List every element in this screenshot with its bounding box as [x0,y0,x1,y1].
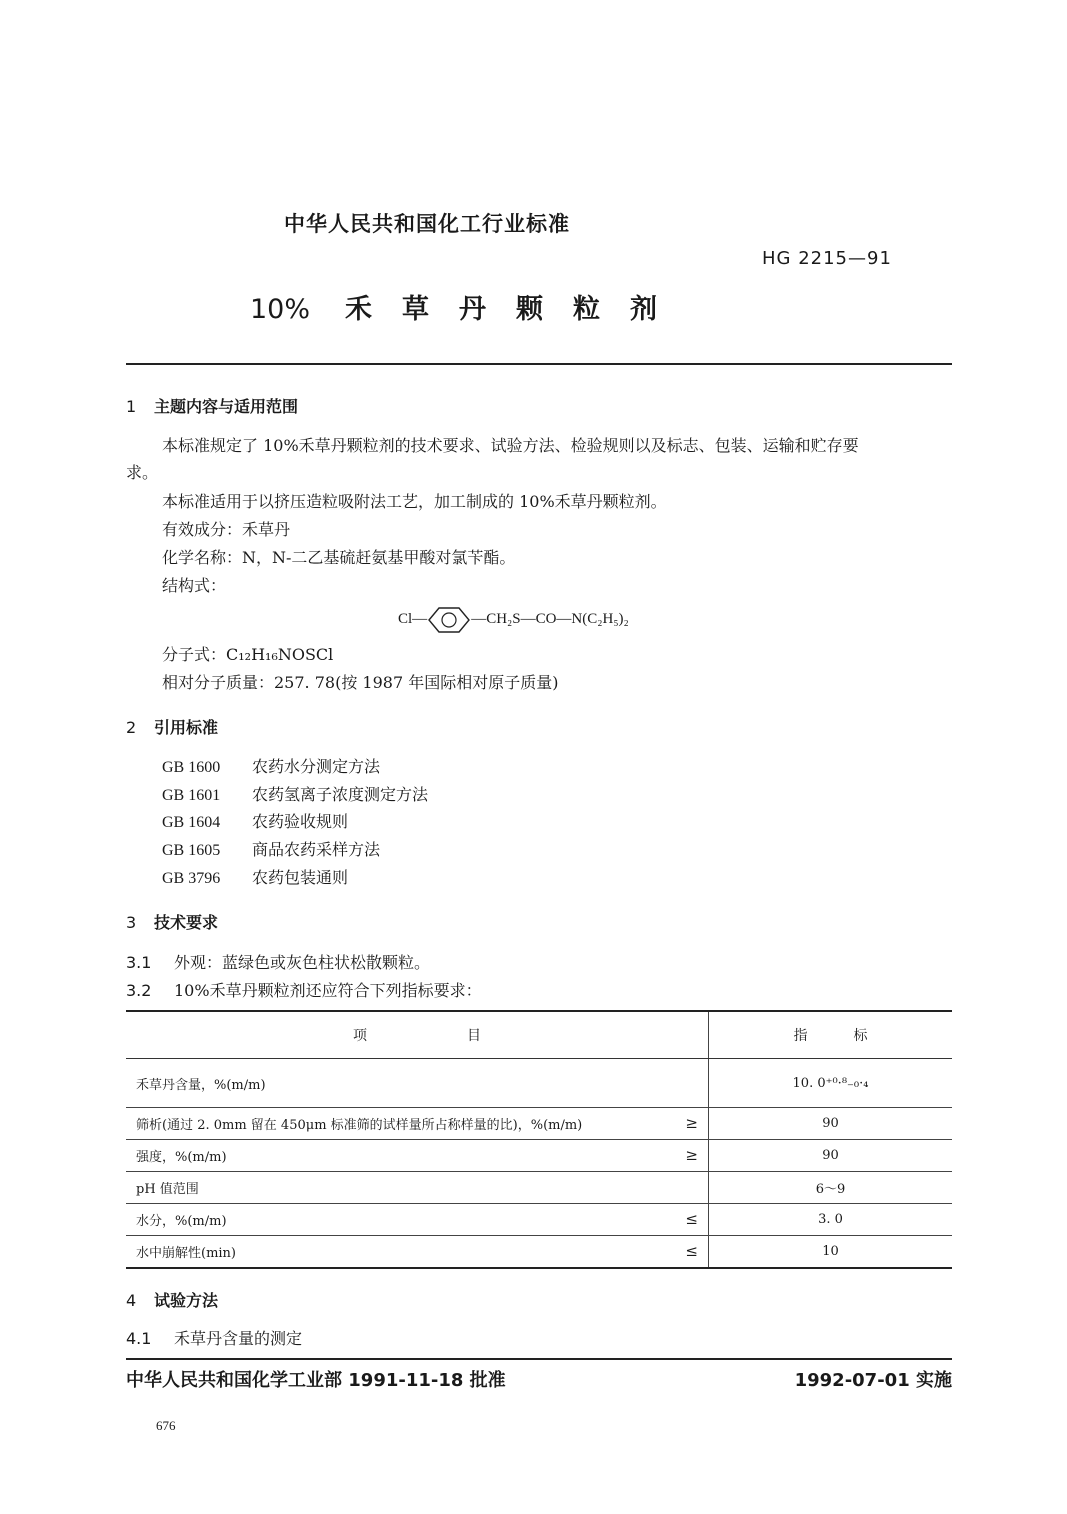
table-row [126,1059,952,1108]
row-item [126,1172,709,1204]
row-item-text: 禾草丹含量，%(m/m) [136,1077,266,1093]
row-relation: ≥ [685,1146,698,1164]
section-2-heading [126,715,218,738]
title-percent: 10% [250,294,311,325]
row-value: 3. 0 [709,1204,953,1236]
section-title: 引用标准 [154,718,219,737]
clause-4-1 [126,1329,302,1349]
scope-paragraph-line2: 求。 [126,463,159,482]
reference-name: 农药包装通则 [252,868,349,887]
title-char: 粒 [573,294,600,325]
row-value: 10. 0⁺⁰·⁸₋₀·₄ [709,1059,953,1108]
reference-item [162,812,348,833]
clause-number: 3.2 [126,981,152,1000]
row-item [126,1108,709,1140]
clause-3-1 [126,953,430,973]
row-item-text: pH 值范围 [136,1182,199,1197]
section-number: 1 [126,397,137,416]
footer-divider [126,1358,952,1360]
section-4-heading [126,1288,218,1311]
reference-code: GB 1600 [162,759,221,776]
row-item-text: 水中崩解性(min) [136,1246,237,1261]
clause-text: 外观：蓝绿色或灰色柱状松散颗粒。 [174,953,431,972]
document-title [250,287,672,326]
row-value: 6～9 [709,1172,953,1204]
header-item-char: 目 [467,1028,481,1044]
approval-line: 中华人民共和国化学工业部 1991-11-18 批准 [126,1370,506,1391]
clause-text: 10%禾草丹颗粒剂还应符合下列指标要求： [174,981,482,1000]
reference-item [162,868,348,889]
table-row [126,1204,952,1236]
table-row [126,1108,952,1140]
row-item-text: 筛析(通过 2. 0mm 留在 450μm 标准筛的试样量所占称样量的比)，%(m/m) [136,1118,583,1133]
reference-code: GB 1604 [162,814,221,831]
title-char: 禾 [345,294,372,325]
row-item [126,1059,709,1108]
title-char: 颗 [516,294,543,325]
clause-number: 3.1 [126,953,152,972]
row-value: 90 [709,1140,953,1172]
row-item [126,1140,709,1172]
structure-label: 结构式： [162,576,227,595]
row-relation: ≤ [685,1242,698,1260]
section-number: 4 [126,1291,137,1310]
formula-chlorine: Cl— [398,611,428,627]
row-value: 90 [709,1108,953,1140]
specification-table [126,1010,952,1269]
table-row [126,1140,952,1172]
reference-name: 商品农药采样方法 [252,840,381,859]
row-item-text: 水分，%(m/m) [136,1214,227,1229]
row-item [126,1236,709,1269]
benzene-ring-icon [427,605,471,635]
section-1-heading [126,394,298,417]
reference-name: 农药氢离子浓度测定方法 [252,785,429,804]
chemical-name: 化学名称：N，N-二乙基硫赶氨基甲酸对氯苄酯。 [162,548,516,567]
clause-number: 4.1 [126,1329,152,1348]
header-item [126,1011,709,1059]
section-number: 3 [126,913,137,932]
row-relation: ≥ [685,1114,698,1132]
standard-code: HG 2215—91 [762,248,892,269]
row-relation: ≤ [685,1210,698,1228]
row-item [126,1204,709,1236]
clause-text: 禾草丹含量的测定 [174,1329,303,1348]
reference-code: GB 1601 [162,787,221,804]
title-char: 草 [402,294,429,325]
title-char: 丹 [459,294,486,325]
reference-item [162,840,380,861]
structural-formula [398,604,629,634]
reference-name: 农药水分测定方法 [252,757,381,776]
formula-side-chain: —CH₂S—CO—N(C₂H₅)₂ [471,611,629,627]
molecular-formula: 分子式：C₁₂H₁₆NOSCl [162,645,334,664]
section-title: 主题内容与适用范围 [154,397,299,416]
section-title: 技术要求 [154,913,219,932]
title-divider [126,363,952,365]
header-index-char: 标 [853,1028,868,1044]
row-value: 10 [709,1236,953,1269]
clause-3-2 [126,981,482,1001]
standard-title: 中华人民共和国化工行业标准 [284,212,570,236]
reference-item [162,785,428,806]
section-number: 2 [126,718,137,737]
table-row [126,1172,952,1204]
scope-paragraph-line1: 本标准规定了 10%禾草丹颗粒剂的技术要求、试验方法、检验规则以及标志、包装、运输和贮存要 [162,436,859,455]
applicability-paragraph: 本标准适用于以挤压造粒吸附法工艺，加工制成的 10%禾草丹颗粒剂。 [162,492,667,511]
section-title: 试验方法 [154,1291,219,1310]
reference-item [162,757,380,778]
active-ingredient: 有效成分：禾草丹 [162,520,291,539]
header-index [709,1011,953,1059]
table-row [126,1236,952,1269]
table-header-row [126,1011,952,1059]
page-number: 676 [156,1418,176,1433]
reference-code: GB 3796 [162,870,221,887]
header-index-char: 指 [793,1028,808,1044]
row-item-text: 强度，%(m/m) [136,1150,227,1165]
effective-date: 1992-07-01 实施 [794,1370,952,1391]
section-3-heading [126,910,218,933]
relative-molecular-mass: 相对分子质量：257. 78(按 1987 年国际相对原子质量) [162,673,559,692]
reference-code: GB 1605 [162,842,221,859]
reference-name: 农药验收规则 [252,812,349,831]
title-char: 剂 [630,294,657,325]
header-item-char: 项 [353,1028,367,1044]
